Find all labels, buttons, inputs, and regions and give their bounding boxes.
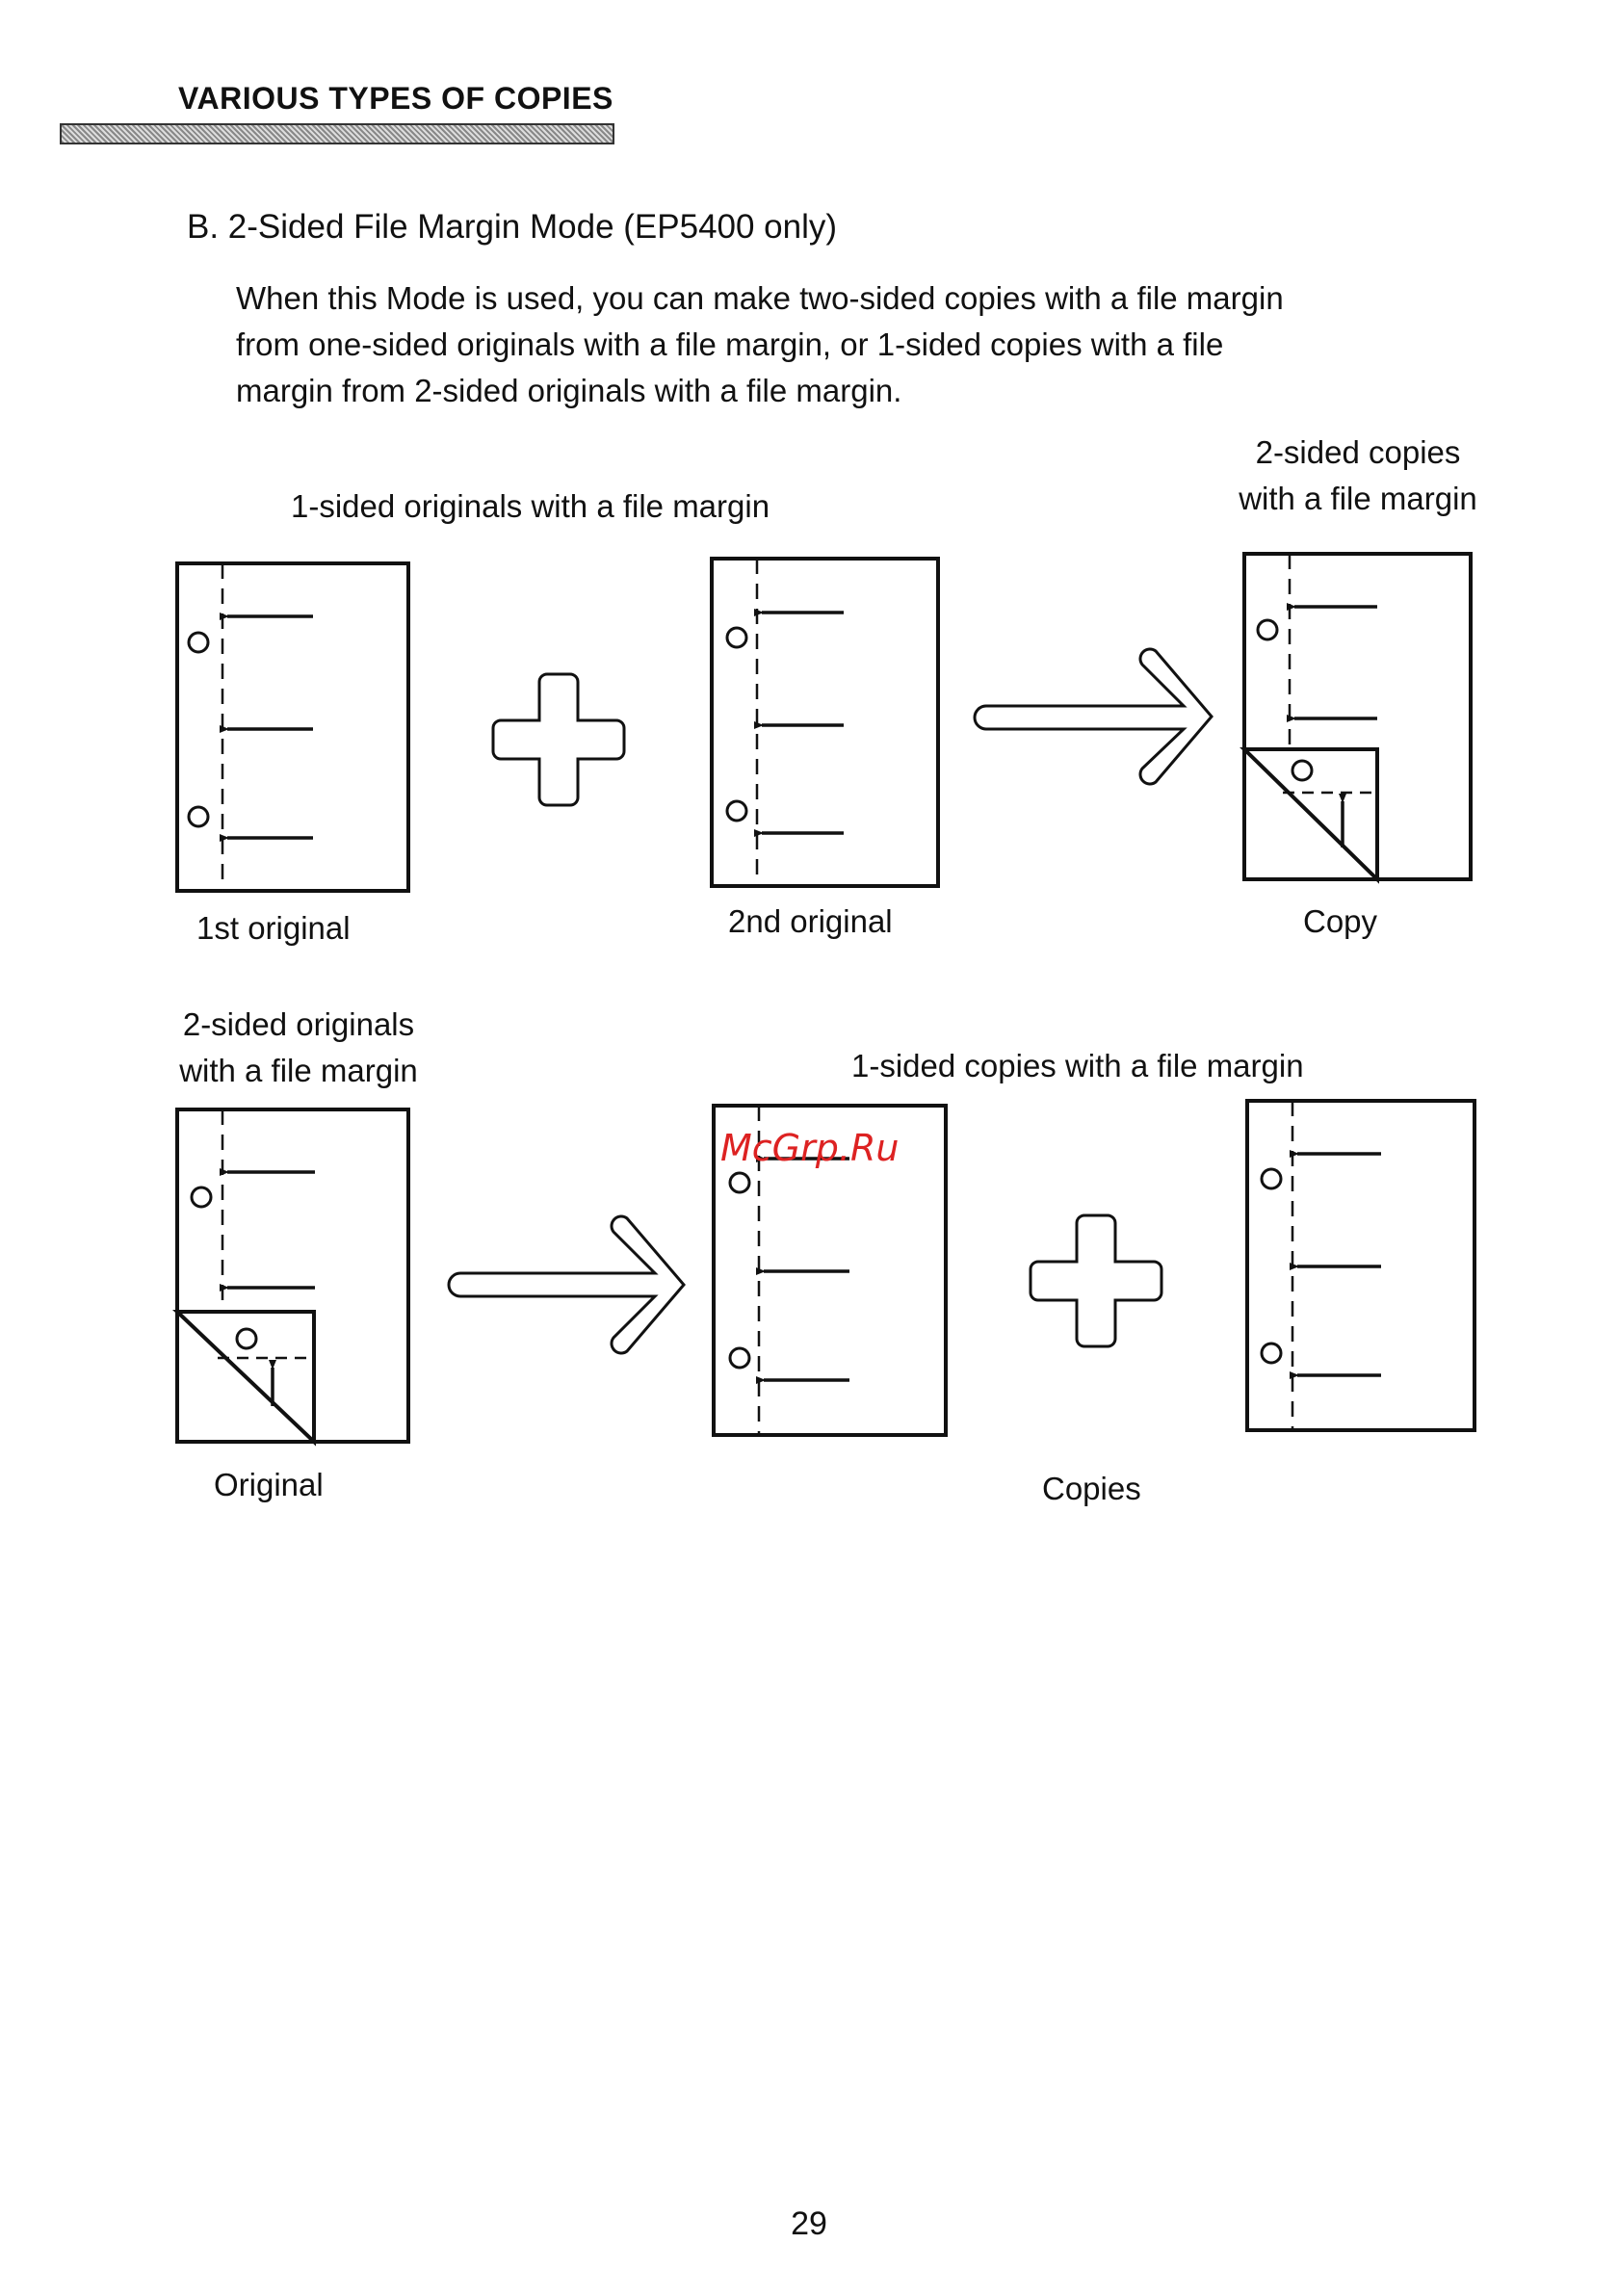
section-title: B. 2-Sided File Margin Mode (EP5400 only) xyxy=(187,208,838,246)
first-original-sheet xyxy=(177,563,408,891)
copy-caption: Copy xyxy=(1303,903,1378,939)
original-caption: Original xyxy=(214,1467,324,1502)
right-arrow-icon xyxy=(975,649,1212,784)
two-sided-original-sheet xyxy=(177,1109,408,1442)
header-title: VARIOUS TYPES OF COPIES xyxy=(178,81,613,116)
paragraph-line-3: margin from 2-sided originals with a file margin. xyxy=(236,373,902,408)
two-sided-copy-sheet xyxy=(1244,554,1471,879)
bottom-originals-label-line2: with a file margin xyxy=(179,1053,418,1088)
bottom-copies-label: 1-sided copies with a file margin xyxy=(851,1048,1304,1083)
top-copies-label-line1: 2-sided copies xyxy=(1255,434,1461,470)
page-number: 29 xyxy=(791,2205,827,2242)
right-arrow-icon xyxy=(449,1216,684,1353)
top-originals-label: 1-sided originals with a file margin xyxy=(291,488,770,524)
second-original-caption: 2nd original xyxy=(728,903,893,939)
bottom-originals-label-line1: 2-sided originals xyxy=(182,1006,415,1042)
paragraph-line-2: from one-sided originals with a file margin, or 1-sided copies with a file xyxy=(236,326,1224,362)
plus-icon xyxy=(1031,1215,1161,1346)
copies-caption: Copies xyxy=(1042,1471,1141,1506)
watermark: McGrp.Ru xyxy=(720,1127,900,1169)
second-copy-sheet xyxy=(1247,1101,1474,1430)
first-original-caption: 1st original xyxy=(196,910,351,946)
plus-icon xyxy=(493,674,624,805)
paragraph-line-1: When this Mode is used, you can make two-sided copies with a file margin xyxy=(236,280,1284,316)
top-copies-label-line2: with a file margin xyxy=(1239,481,1477,516)
second-original-sheet xyxy=(712,559,938,886)
